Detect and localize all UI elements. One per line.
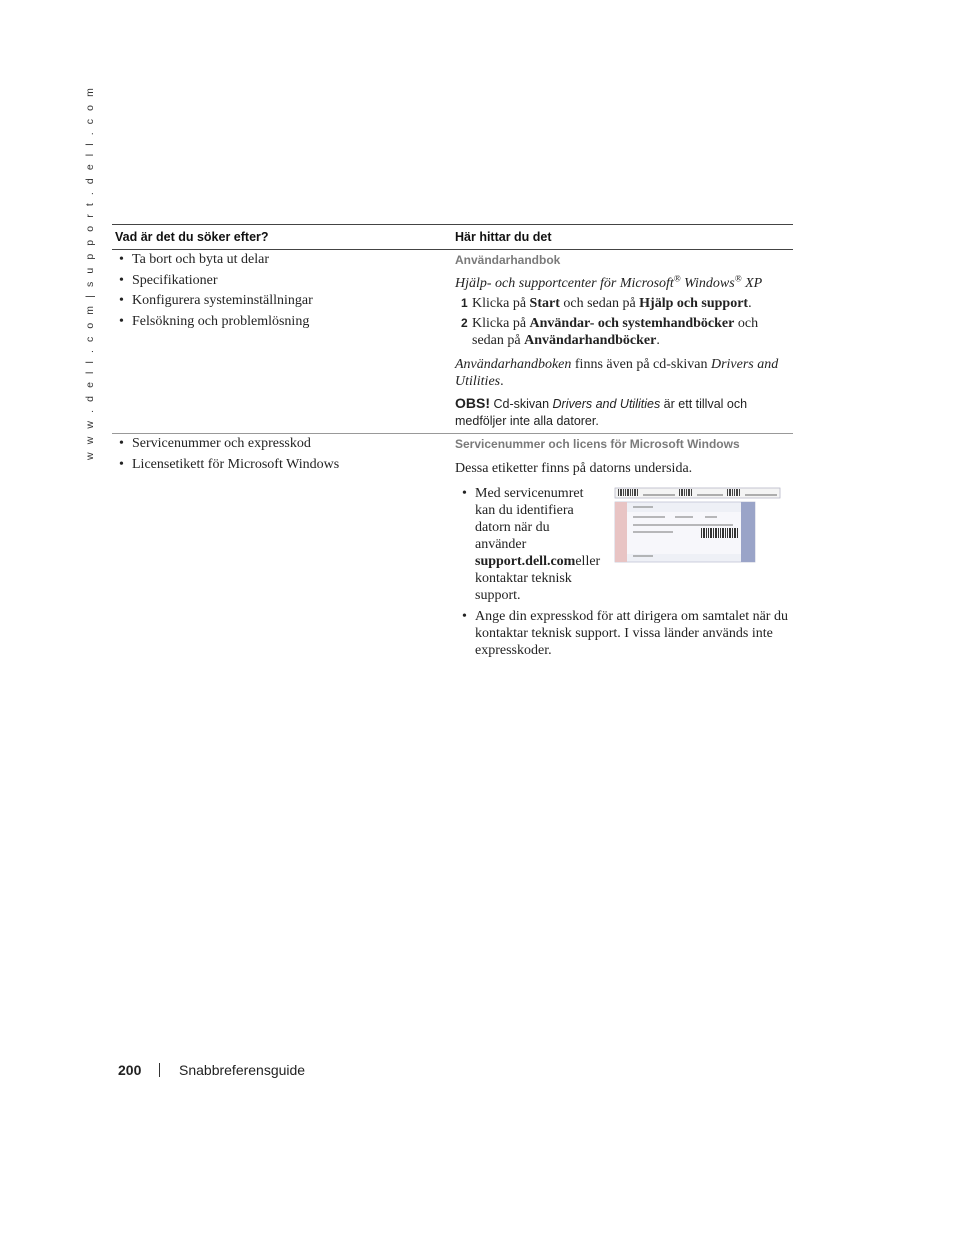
row1-needs [112, 250, 442, 332]
table-row-manual [112, 250, 793, 433]
page-number: 200 [118, 1062, 142, 1078]
service-and-license-labels-image [613, 486, 785, 568]
section-title-service: Servicenummer och licens för Microsoft Windows [455, 437, 740, 451]
label-location-text: Dessa etiketter finns på datorns undersida. [455, 461, 693, 476]
list-item: • Servicenummer och expresskod [112, 434, 442, 455]
footer-divider [159, 1063, 160, 1077]
footer-title: Snabbreferensguide [179, 1062, 306, 1078]
list-item-express-code: • Ange din expresskod för att dirigera om samtalet när du kontaktar teknisk support. I vissa länder används inte expresskoder. [455, 608, 793, 659]
list-item: • Ta bort och byta ut delar [112, 250, 442, 271]
side-url: w w w . d e l l . c o m | s u p p o r t . d e l l . c o m [84, 85, 96, 460]
step-2: 2 Klicka på Användar- och systemhandböcker och sedan på Användarhandböcker. [461, 316, 759, 348]
table-row-service-tag [112, 434, 793, 674]
info-table [112, 224, 793, 674]
step-1: 1 Klicka på Start och sedan på Hjälp och support. [461, 296, 752, 311]
list-item-service-tag: • Med servicenumret kan du identifiera datorn när du använder support.dell.comeller kontaktar teknisk support. [455, 485, 603, 604]
header-what: Vad är det du söker efter? [115, 230, 269, 244]
section-title-manual: Användarhandbok [455, 253, 561, 267]
header-where: Här hittar du det [455, 230, 552, 244]
row2-source [455, 436, 793, 659]
row2-needs [112, 434, 442, 475]
row1-source [455, 252, 793, 430]
table-header-row [112, 225, 793, 249]
obs-note: OBS! Cd-skivan Drivers and Utilities är ett tillval och medföljer inte alla datorer. [455, 395, 748, 428]
list-item: • Felsökning och problemlösning [112, 312, 442, 333]
list-item: • Specifikationer [112, 271, 442, 292]
list-item: • Licensetikett för Microsoft Windows [112, 455, 442, 476]
cd-paragraph: Användarhandboken finns även på cd-skivan Drivers and Utilities. [455, 357, 779, 389]
help-center-line: Hjälp- och supportcenter för Microsoft® Windows® XP [455, 273, 763, 291]
list-item: • Konfigurera systeminställningar [112, 291, 442, 312]
